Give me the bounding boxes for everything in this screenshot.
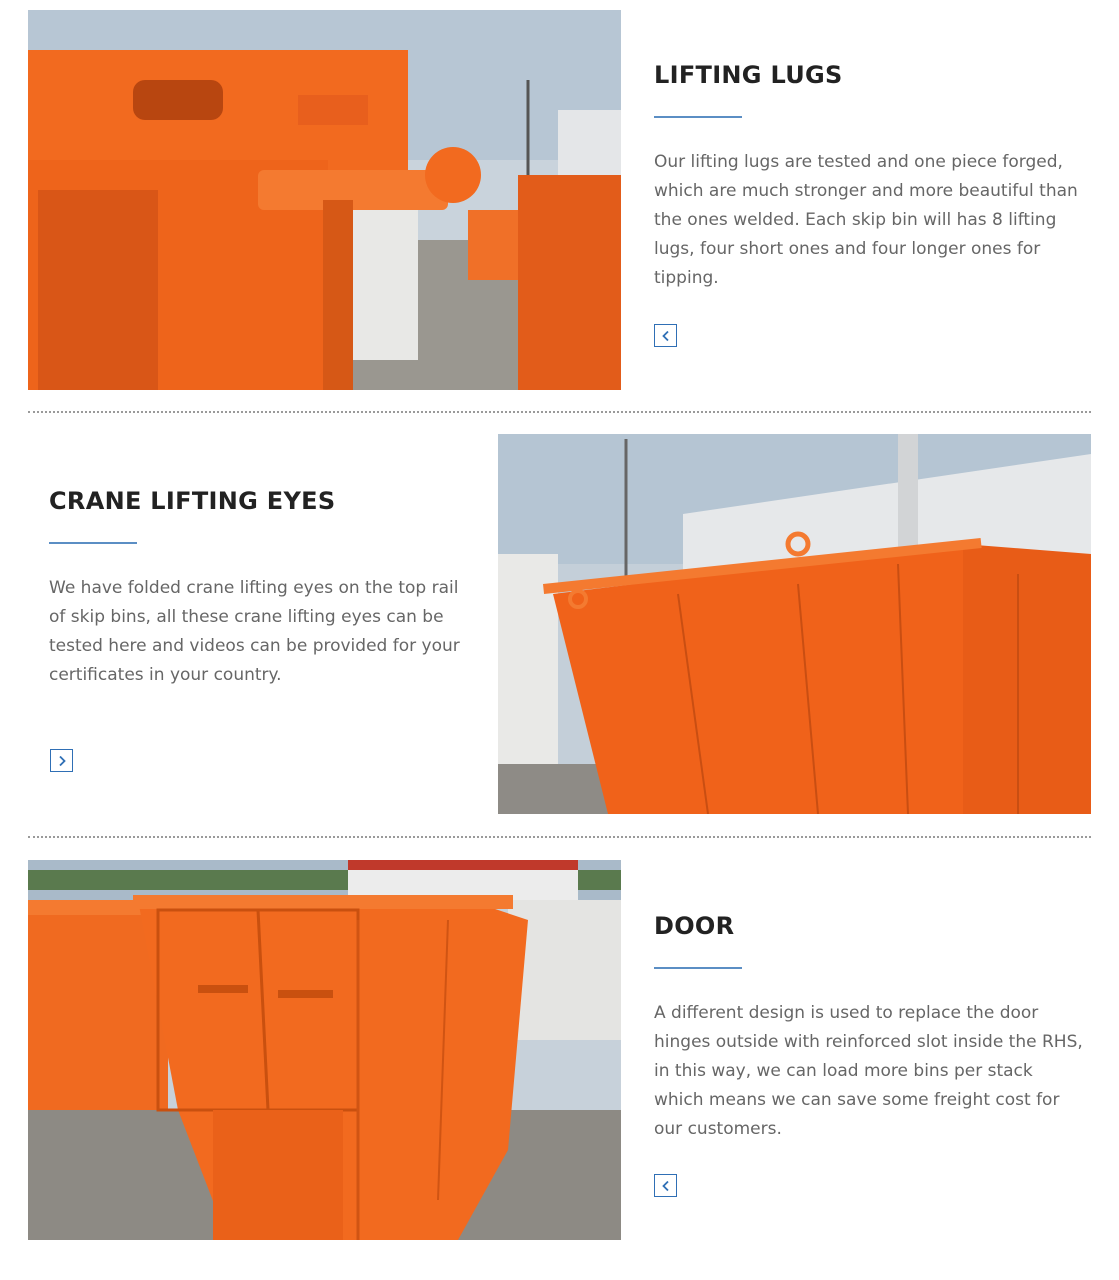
chevron-left-icon: [660, 330, 672, 342]
crane-lifting-eyes-text: [49, 486, 479, 690]
accent-rule: [49, 542, 137, 544]
section-title: CRANE LIFTING EYES: [49, 487, 336, 515]
lifting-lugs-photo: [28, 10, 621, 390]
feature-section-lifting-lugs: [0, 10, 1119, 390]
feature-section-crane-lifting-eyes: [0, 434, 1119, 814]
section-description: We have folded crane lifting eyes on the top rail of skip bins, all these crane lifting eyes can be tested here and videos can be provided for your certificates in your country.: [49, 578, 460, 685]
feature-section-door: [0, 860, 1119, 1240]
chevron-left-icon: [660, 1180, 672, 1192]
door-photo: [28, 860, 621, 1240]
accent-rule: [654, 116, 742, 118]
next-button[interactable]: [50, 749, 73, 772]
section-description: Our lifting lugs are tested and one piece forged, which are much stronger and more beautiful than the ones welded. Each skip bin will has 8 lifting lugs, four short ones and four longer ones for tipping.: [654, 152, 1078, 288]
section-title: DOOR: [654, 912, 735, 940]
crane-lifting-eyes-photo: [498, 434, 1091, 814]
door-text: [654, 911, 1084, 1144]
section-description: A different design is used to replace the door hinges outside with reinforced slot inside the RHS, in this way, we can load more bins per stack which means we can save some freight cost for our customers.: [654, 1003, 1083, 1139]
prev-button[interactable]: [654, 324, 677, 347]
dotted-divider: [28, 836, 1091, 838]
prev-button[interactable]: [654, 1174, 677, 1197]
accent-rule: [654, 967, 742, 969]
chevron-right-icon: [56, 755, 68, 767]
lifting-lugs-text: [654, 60, 1084, 293]
section-title: LIFTING LUGS: [654, 61, 843, 89]
dotted-divider: [28, 411, 1091, 413]
